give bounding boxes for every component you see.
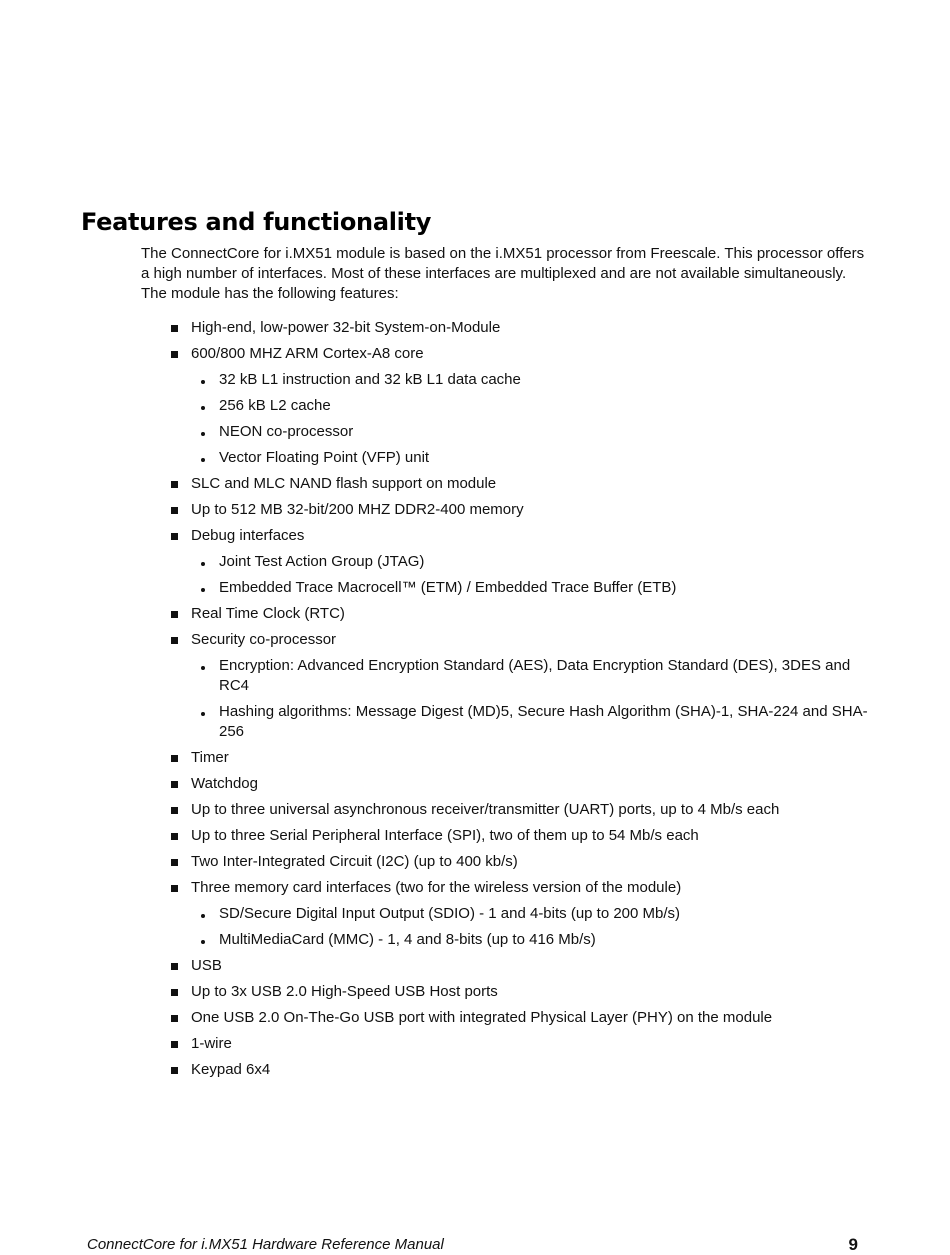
feature-subitem <box>0 699 950 745</box>
square-bullet-icon <box>171 807 178 814</box>
round-bullet-icon <box>201 432 205 436</box>
feature-text: 256 kB L2 cache <box>219 397 331 414</box>
round-bullet-icon <box>201 406 205 410</box>
feature-subitem <box>0 653 950 699</box>
feature-text: One USB 2.0 On-The-Go USB port with integrated Physical Layer (PHY) on the module <box>191 1009 773 1026</box>
feature-text: Up to 512 MB 32-bit/200 MHZ DDR2-400 memory <box>191 501 524 518</box>
feature-item <box>0 797 950 823</box>
round-bullet-icon <box>201 458 205 462</box>
feature-text: Joint Test Action Group (JTAG) <box>219 553 425 570</box>
feature-text: Embedded Trace Macrocell™ (ETM) / Embedded Trace Buffer (ETB) <box>219 579 677 596</box>
feature-item <box>0 1031 950 1057</box>
round-bullet-icon <box>201 712 205 716</box>
feature-text: Two Inter-Integrated Circuit (I2C) (up to 400 kb/s) <box>191 853 518 870</box>
feature-subitem <box>0 393 950 419</box>
feature-subitem <box>0 927 950 953</box>
feature-item <box>0 1005 950 1031</box>
feature-text: Encryption: Advanced Encryption Standard (AES), Data Encryption Standard (DES), 3DES and RC4 <box>219 657 851 694</box>
square-bullet-icon <box>171 325 178 332</box>
feature-subitem <box>0 575 950 601</box>
feature-subitem <box>0 445 950 471</box>
feature-text: Timer <box>191 749 229 766</box>
feature-text: Hashing algorithms: Message Digest (MD)5, Secure Hash Algorithm (SHA)-1, SHA-224 and SHA-256 <box>219 703 868 740</box>
square-bullet-icon <box>171 989 178 996</box>
round-bullet-icon <box>201 914 205 918</box>
feature-list <box>0 315 950 1083</box>
feature-text: SLC and MLC NAND flash support on module <box>191 475 497 492</box>
feature-text: Real Time Clock (RTC) <box>191 605 345 622</box>
square-bullet-icon <box>171 1067 178 1074</box>
square-bullet-icon <box>171 1041 178 1048</box>
feature-text: 600/800 MHZ ARM Cortex-A8 core <box>191 345 424 362</box>
feature-item <box>0 849 950 875</box>
feature-text: Up to 3x USB 2.0 High-Speed USB Host ports <box>191 983 498 1000</box>
feature-text: Three memory card interfaces (two for the wireless version of the module) <box>191 879 682 896</box>
feature-item <box>0 979 950 1005</box>
square-bullet-icon <box>171 885 178 892</box>
feature-item <box>0 771 950 797</box>
feature-item <box>0 875 950 901</box>
square-bullet-icon <box>171 533 178 540</box>
square-bullet-icon <box>171 755 178 762</box>
feature-subitem <box>0 901 950 927</box>
feature-item <box>0 497 950 523</box>
feature-item <box>0 601 950 627</box>
footer-manual-title: ConnectCore for i.MX51 Hardware Reference Manual <box>87 1236 444 1253</box>
feature-subitem <box>0 549 950 575</box>
square-bullet-icon <box>171 507 178 514</box>
feature-text: Up to three universal asynchronous receiver/transmitter (UART) ports, up to 4 Mb/s each <box>191 801 780 818</box>
feature-text: Keypad 6x4 <box>191 1061 271 1078</box>
feature-subitem <box>0 419 950 445</box>
round-bullet-icon <box>201 562 205 566</box>
round-bullet-icon <box>201 380 205 384</box>
feature-item <box>0 745 950 771</box>
feature-item <box>0 1057 950 1083</box>
feature-text: SD/Secure Digital Input Output (SDIO) - 1 and 4-bits (up to 200 Mb/s) <box>219 905 681 922</box>
feature-text: Up to three Serial Peripheral Interface (SPI), two of them up to 54 Mb/s each <box>191 827 699 844</box>
feature-text: Watchdog <box>191 775 258 792</box>
square-bullet-icon <box>171 637 178 644</box>
feature-item <box>0 471 950 497</box>
round-bullet-icon <box>201 588 205 592</box>
round-bullet-icon <box>201 666 205 670</box>
square-bullet-icon <box>171 781 178 788</box>
round-bullet-icon <box>201 940 205 944</box>
square-bullet-icon <box>171 481 178 488</box>
square-bullet-icon <box>171 351 178 358</box>
feature-text: Debug interfaces <box>191 527 305 544</box>
feature-item <box>0 953 950 979</box>
feature-item <box>0 341 950 367</box>
feature-text: MultiMediaCard (MMC) - 1, 4 and 8-bits (up to 416 Mb/s) <box>219 931 596 948</box>
feature-text: 32 kB L1 instruction and 32 kB L1 data cache <box>219 371 521 388</box>
intro-paragraph: The ConnectCore for i.MX51 module is based on the i.MX51 processor from Freescale. This processor offers a high number of interfaces. Most of these interfaces are multiplexed and are not available simultaneously. The module has the following features: <box>141 245 865 302</box>
square-bullet-icon <box>171 1015 178 1022</box>
feature-item <box>0 523 950 549</box>
page-title: Features and functionality <box>81 208 432 236</box>
page-number: 9 <box>848 1235 858 1254</box>
square-bullet-icon <box>171 833 178 840</box>
feature-text: Security co-processor <box>191 631 337 648</box>
feature-item <box>0 823 950 849</box>
feature-text: NEON co-processor <box>219 423 354 440</box>
square-bullet-icon <box>171 859 178 866</box>
feature-subitem <box>0 367 950 393</box>
square-bullet-icon <box>171 611 178 618</box>
feature-text: 1-wire <box>191 1035 232 1052</box>
feature-text: USB <box>191 957 222 974</box>
feature-item <box>0 315 950 341</box>
feature-text: High-end, low-power 32-bit System-on-Module <box>191 319 501 336</box>
feature-text: Vector Floating Point (VFP) unit <box>219 449 430 466</box>
square-bullet-icon <box>171 963 178 970</box>
feature-item <box>0 627 950 653</box>
